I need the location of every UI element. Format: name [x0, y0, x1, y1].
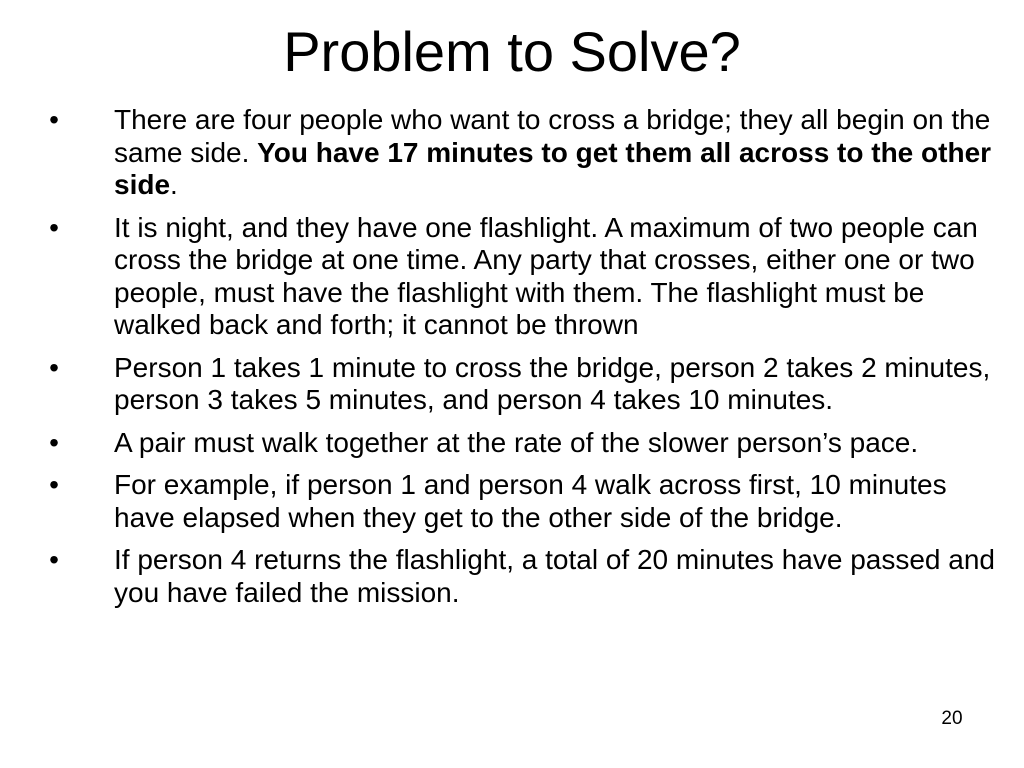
- bullet-text: For example, if person 1 and person 4 walk across first, 10 minutes have elapsed when they get to the other side of the bridge.: [114, 469, 947, 533]
- bullet-text: There are four people who want to cross a bridge; they all begin on the same side.: [114, 104, 991, 168]
- bullet-item: [40, 352, 995, 417]
- bullet-icon: •: [49, 544, 59, 575]
- bullet-text: It is night, and they have one flashlight. A maximum of two people can cross the bridge at one time. Any party that crosses, either one or two people, must have the flashlight with them. The flashlight must be walked back and forth; it cannot be thrown: [114, 211, 978, 340]
- bullet-item: [40, 427, 995, 460]
- bullet-text: Person 1 takes 1 minute to cross the bridge, person 2 takes 2 minutes, person 3 takes 5 minutes, and person 4 takes 10 minutes.: [114, 351, 991, 415]
- bullet-icon: •: [49, 351, 59, 383]
- bullet-text: If person 4 returns the flashlight, a total of 20 minutes have passed and you have failed the mission.: [114, 544, 995, 608]
- bullet-item: [40, 544, 995, 609]
- bullet-text-end: .: [170, 169, 178, 200]
- bullet-icon: •: [49, 469, 59, 500]
- bullet-text: A pair must walk together at the rate of the slower person’s pace.: [114, 426, 919, 458]
- bullet-bold-text: You have 17 minutes to get them all across to the other side: [114, 136, 992, 200]
- bullet-list: [40, 104, 995, 619]
- bullet-icon: •: [49, 104, 59, 135]
- bullet-item: [40, 212, 995, 342]
- bullet-item: [40, 104, 995, 202]
- bullet-icon: •: [49, 426, 59, 458]
- page-number: 20: [941, 708, 963, 729]
- bullet-item: [40, 469, 995, 534]
- slide-title: Problem to Solve?: [283, 20, 741, 83]
- bullet-icon: •: [49, 211, 59, 243]
